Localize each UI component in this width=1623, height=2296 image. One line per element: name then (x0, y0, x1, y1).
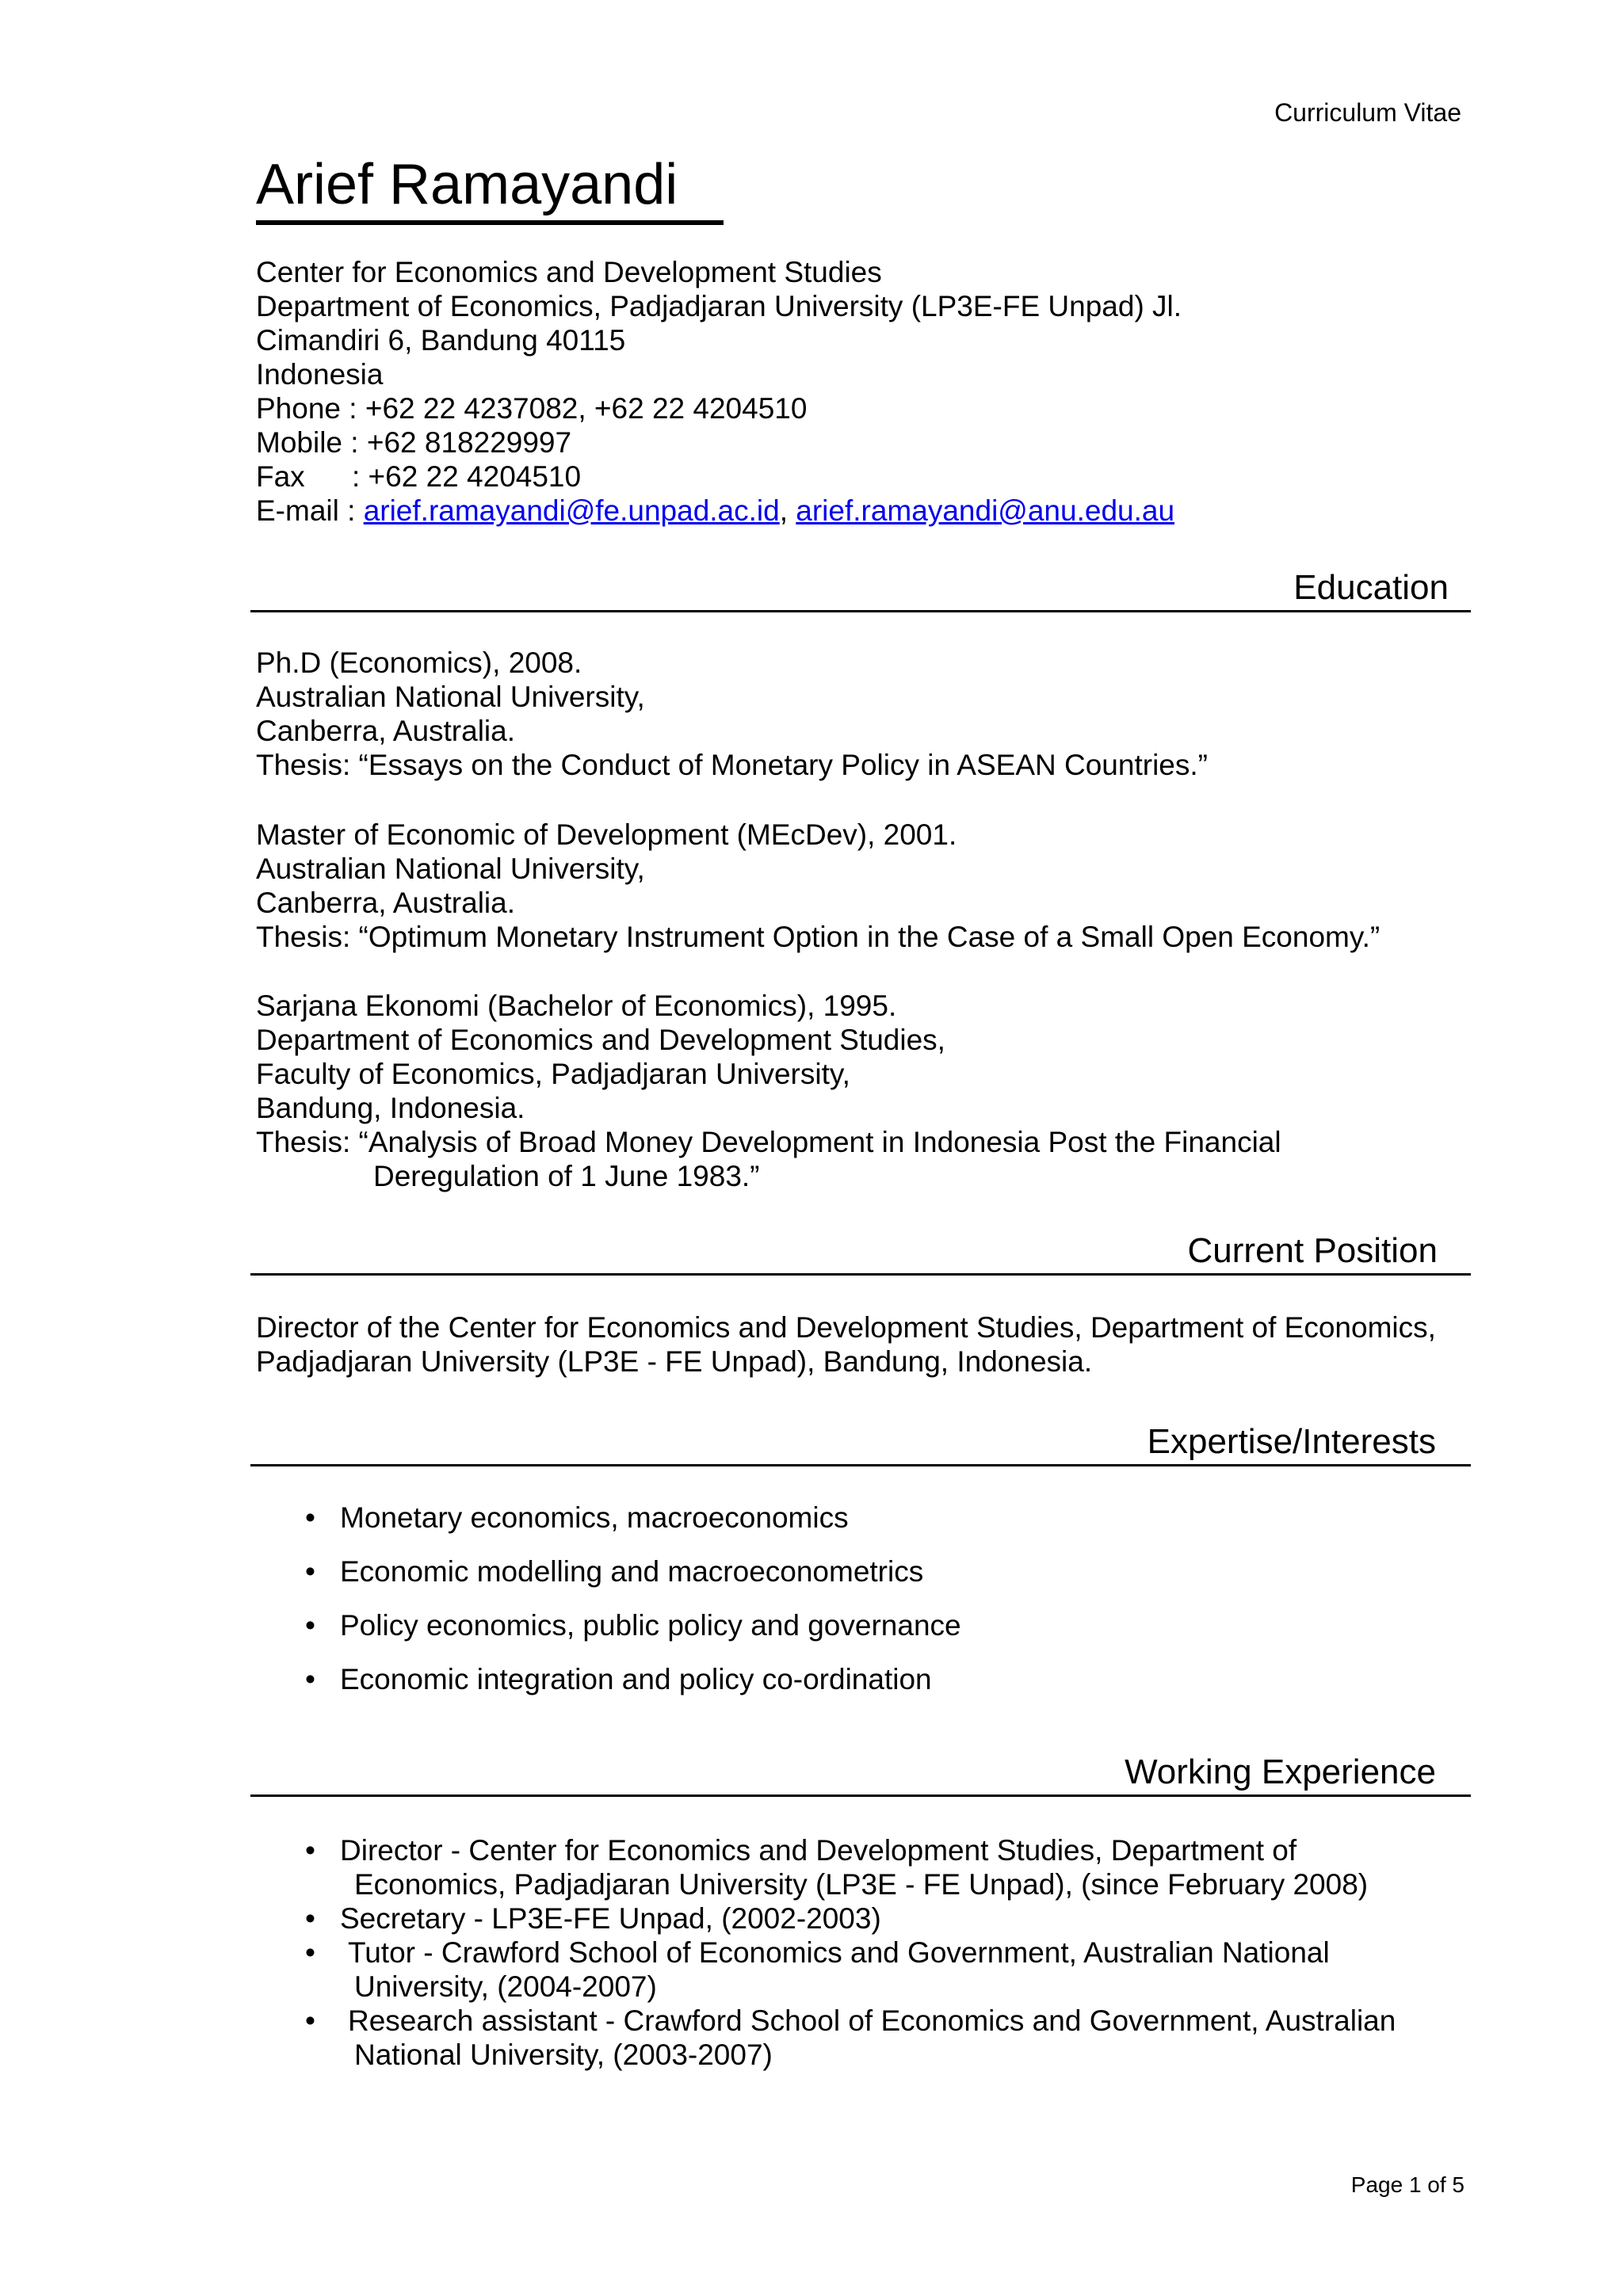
expertise-list (256, 1501, 961, 1696)
section-title-education: Education (1293, 568, 1449, 607)
email-row (256, 494, 1182, 528)
list-item: • Director - Center for Economics and Development Studies, Department of Economics, Padjadjaran University (LP3E - FE Unpad), (since February 2008) (305, 1834, 1369, 1901)
address-line: Department of Economics, Padjadjaran University (LP3E-FE Unpad) Jl. (256, 290, 1182, 322)
page-number: Page 1 of 5 (1350, 2172, 1465, 2197)
education-entry (256, 989, 1281, 1193)
list-item: • Policy economics, public policy and governance (305, 1609, 961, 1642)
experience-list (256, 1833, 1396, 2072)
list-item: • Research assistant - Crawford School of Economics and Government, Australian National University, (2003-2007) (305, 2004, 1396, 2071)
location-line: Bandung, Indonesia. (256, 1092, 525, 1124)
fax-label: Fax (256, 460, 305, 493)
fax-row (256, 460, 1182, 494)
list-item: • Economic integration and policy co-ordination (305, 1663, 932, 1695)
email-label: E-mail : (256, 494, 356, 527)
fax-value: : +62 22 4204510 (352, 460, 582, 493)
degree-title: Ph.D (Economics), 2008. (256, 646, 582, 679)
institution-line: Faculty of Economics, Padjadjaran University, (256, 1058, 850, 1090)
section-title-expertise: Expertise/Interests (1147, 1422, 1436, 1461)
contact-block (256, 255, 1182, 528)
email-separator: , (779, 494, 788, 527)
cv-name-heading: Arief Ramayandi (256, 149, 724, 225)
address-line: Indonesia (256, 358, 384, 391)
current-position-text (256, 1310, 1484, 1379)
bullet: • (305, 1902, 315, 1935)
bullet: • (305, 1834, 315, 1867)
bullet: • (305, 1609, 315, 1642)
degree-title: Master of Economic of Development (MEcDev), 2001. (256, 818, 957, 851)
list-item: • Monetary economics, macroeconomics (305, 1501, 849, 1534)
list-item: • Secretary - LP3E-FE Unpad, (2002-2003) (305, 1902, 881, 1935)
section-title-working-experience: Working Experience (1125, 1753, 1436, 1791)
institution-line: Department of Economics and Development Studies, (256, 1024, 945, 1056)
mobile-value: +62 818229997 (366, 426, 572, 459)
thesis-line: Thesis: “Essays on the Conduct of Monetary Policy in ASEAN Countries.” (256, 749, 1208, 781)
email-link-unpad[interactable]: arief.ramayandi@fe.unpad.ac.id (363, 494, 780, 527)
education-entry (256, 818, 1380, 954)
thesis-line: Thesis: “Optimum Monetary Instrument Option in the Case of a Small Open Economy.” (256, 921, 1381, 953)
thesis-line: Thesis: “Analysis of Broad Money Development in Indonesia Post the Financial (256, 1126, 1281, 1158)
phone-row (256, 391, 1182, 425)
list-item: • Tutor - Crawford School of Economics and Government, Australian National University, (2004-2007) (305, 1936, 1330, 2003)
current-position-line: Director of the Center for Economics and Development Studies, Department of Economics, (256, 1311, 1436, 1344)
bullet: • (305, 2004, 315, 2037)
bullet: • (305, 1663, 315, 1695)
mobile-label: Mobile : (256, 426, 359, 459)
section-title-current-position: Current Position (1187, 1231, 1438, 1270)
section-divider (250, 1464, 1471, 1466)
bullet: • (305, 1501, 315, 1534)
institution-line: Australian National University, (256, 681, 645, 713)
bullet: • (305, 1555, 315, 1588)
mobile-row (256, 425, 1182, 460)
address-line: Center for Economics and Development Studies (256, 256, 882, 288)
document-header-label: Curriculum Vitae (1274, 98, 1461, 127)
phone-value: +62 22 4237082, +62 22 4204510 (365, 392, 808, 425)
location-line: Canberra, Australia. (256, 887, 516, 919)
institution-line: Australian National University, (256, 852, 645, 885)
section-divider (250, 1273, 1471, 1276)
section-divider (250, 610, 1471, 612)
thesis-line-continued: Deregulation of 1 June 1983.” (373, 1160, 760, 1192)
degree-title: Sarjana Ekonomi (Bachelor of Economics), 1995. (256, 990, 897, 1022)
email-link-anu[interactable]: arief.ramayandi@anu.edu.au (796, 494, 1175, 527)
section-divider (250, 1794, 1471, 1797)
bullet: • (305, 1936, 315, 1969)
education-entry (256, 646, 1208, 782)
current-position-line: Padjadjaran University (LP3E - FE Unpad), Bandung, Indonesia. (256, 1345, 1093, 1378)
address-line: Cimandiri 6, Bandung 40115 (256, 324, 626, 357)
location-line: Canberra, Australia. (256, 715, 516, 747)
phone-label: Phone : (256, 392, 357, 425)
list-item: • Economic modelling and macroeconometrics (305, 1555, 924, 1588)
